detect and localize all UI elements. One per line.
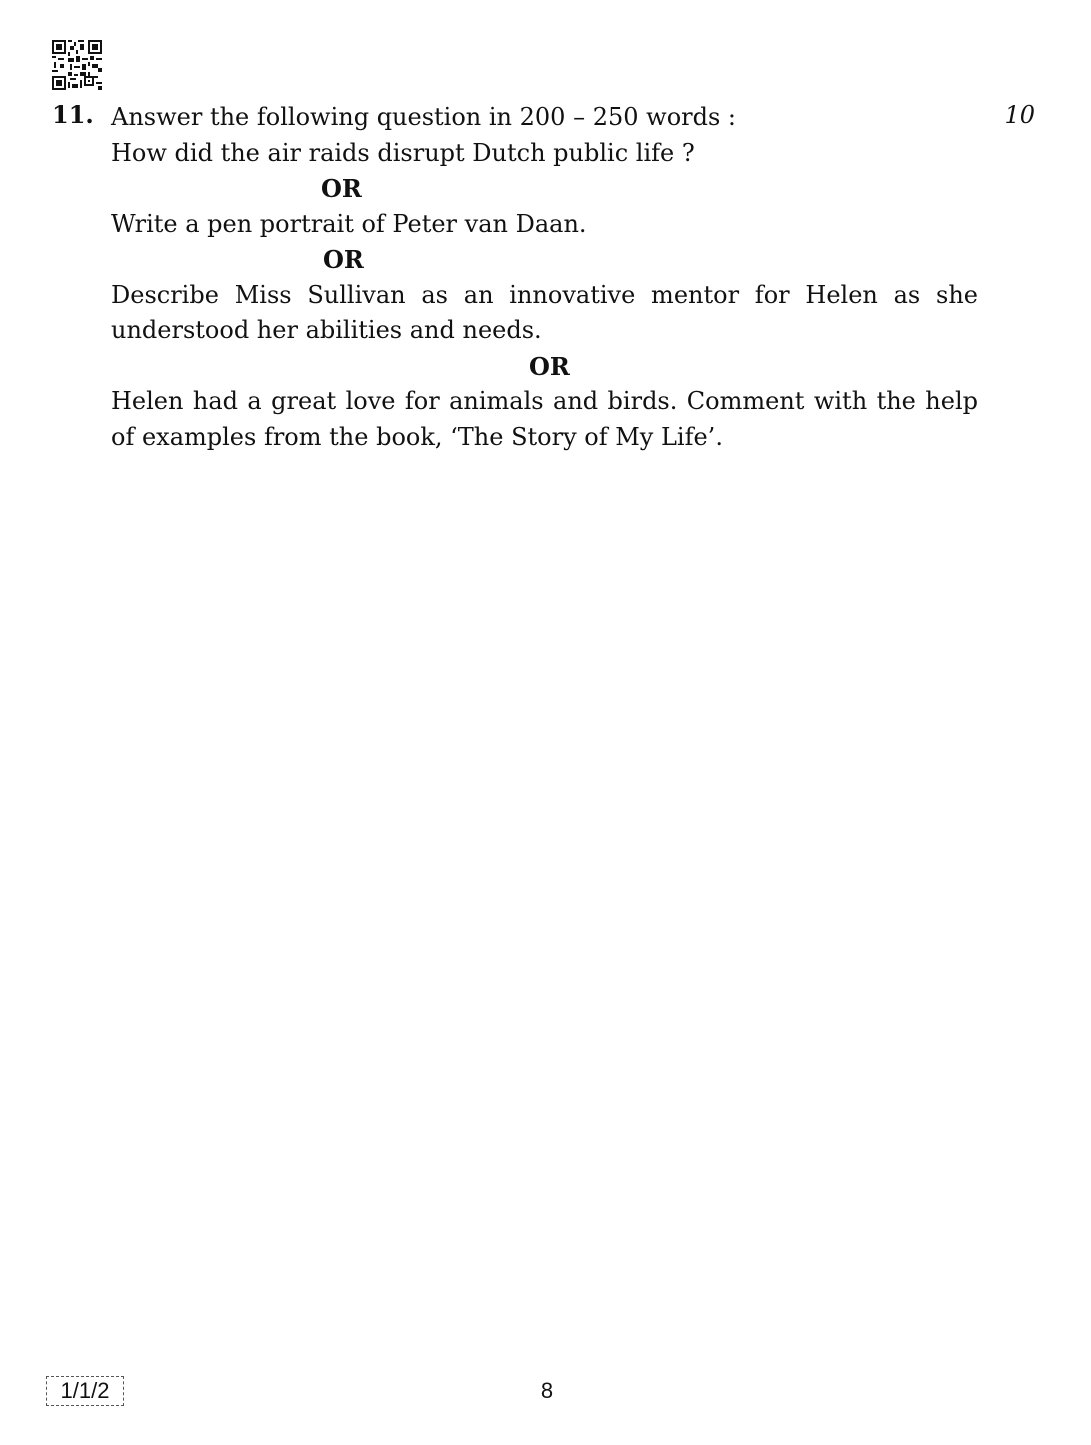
question-number: 11.	[52, 100, 94, 129]
qr-code-icon	[52, 40, 102, 90]
or-separator-3: OR	[529, 351, 570, 381]
question-option-4: Helen had a great love for animals and birds. Comment with the help of examples from the book, ‘The Story of My Life’.	[111, 387, 978, 451]
or-separator-1: OR	[321, 174, 362, 203]
page-number: 8	[540, 1378, 554, 1403]
question-instruction: Answer the following question in 200 – 250 words :	[111, 103, 737, 131]
question-body	[111, 100, 978, 455]
question-option-1: How did the air raids disrupt Dutch public life ?	[111, 138, 695, 167]
question-option-3: Describe Miss Sullivan as an innovative mentor for Helen as she understood her abilities and needs.	[111, 280, 978, 344]
question-marks: 10	[1004, 101, 1035, 129]
or-separator-2: OR	[323, 245, 364, 274]
paper-code: 1/1/2	[46, 1376, 124, 1406]
question-option-2: Write a pen portrait of Peter van Daan.	[111, 209, 587, 238]
